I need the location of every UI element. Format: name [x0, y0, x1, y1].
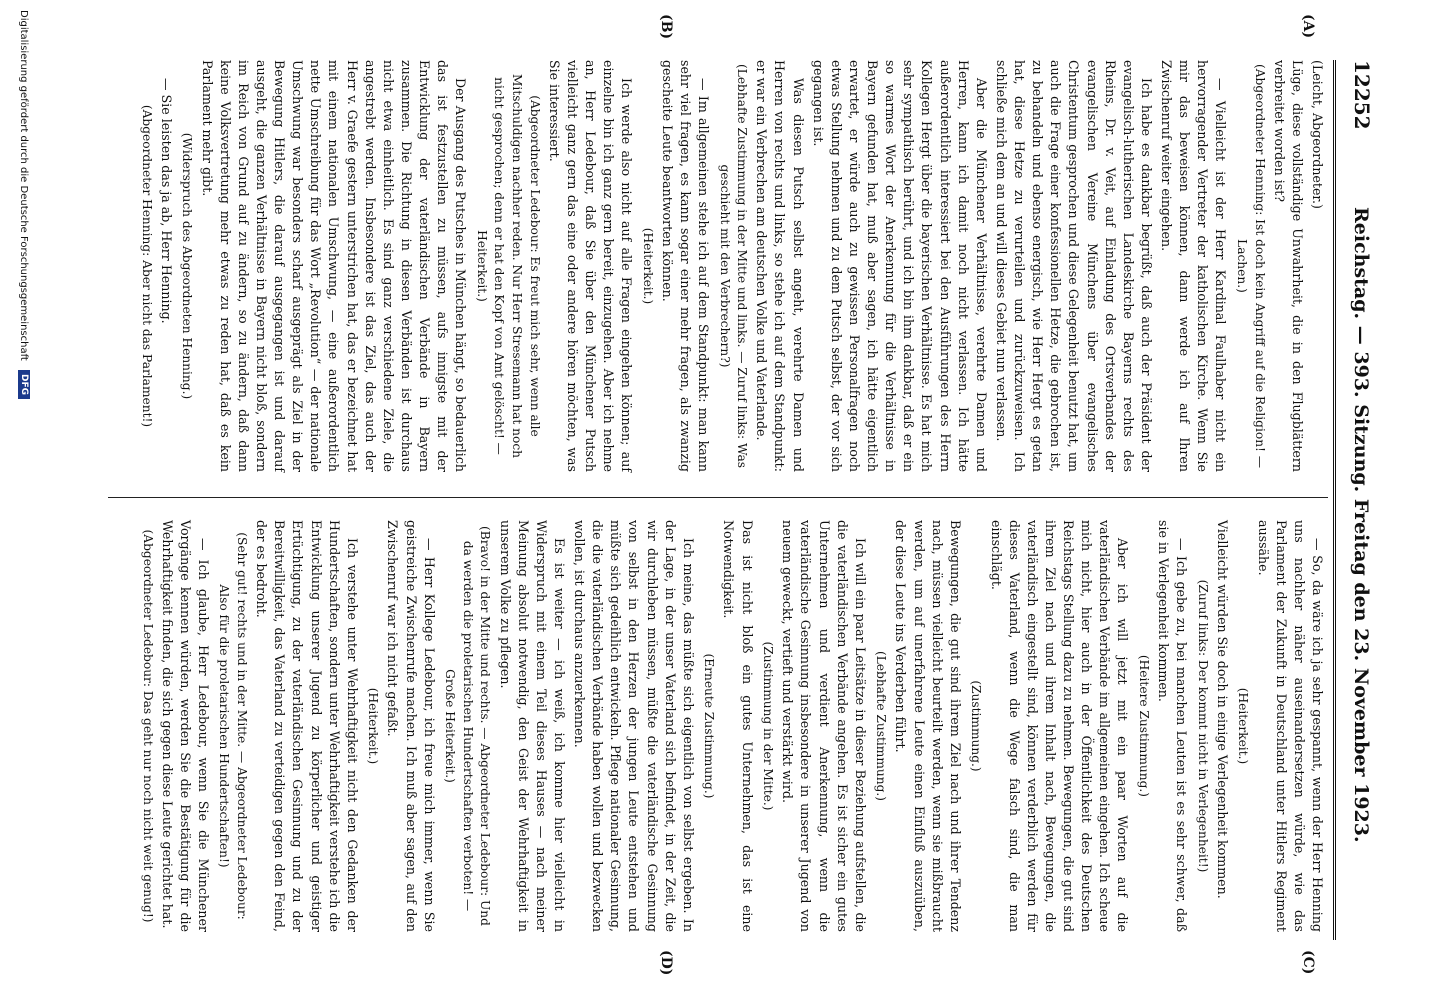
right-column-paragraph: — So, da wäre ich ja sehr gespannt, wenn der Herr Henning uns nachher näher auseinandersetzen würde, wie das Parlament der Zukunft in Deutschland unter Hitlers Regiment aussähe.	[1255, 520, 1325, 932]
right-column-interjection: (Sehr gut! rechts und in der Mitte. — Abgeordneter Ledebour: Also für die proletarischen Hundertschaften!)	[217, 532, 250, 920]
right-column-interjection: (Heiterkeit.)	[1236, 687, 1251, 765]
left-column-paragraph: — Im allgemeinen stehe ich auf dem Standpunkt: man kann sehr viel fragen, es kann sogar einer mehr fragen, als zwanzig gescheite Leute beantworten können.	[659, 60, 712, 472]
right-column-paragraph: Vielleicht würden Sie doch in einige Verlegenheit kommen.	[1214, 520, 1230, 899]
left-column-paragraph: — Sie leisten das ja ab, Herr Henning.	[158, 78, 174, 324]
column-divider	[108, 497, 1328, 498]
right-column-interjection: (Zustimmung in der Mitte.)	[761, 641, 776, 811]
left-column-interjection: (Abgeordneter Ledebour: Es freut mich sehr, wenn alle Mitschuldigen nachher reden. Nur Herr Stresemann hat noch nicht gesprochen; denn er hat den Kopf von Amt gelöscht! — Heiterkeit.)	[474, 73, 542, 459]
left-column-interjection: (Abgeordneter Henning: Ist doch kein Angriff auf die Religion! — Lachen.)	[1235, 63, 1267, 469]
left-column-interjection: (Heiterkeit.)	[640, 227, 655, 305]
right-column-interjection: (Erneute Zustimmung.)	[702, 653, 717, 799]
left-column-paragraph: (Leicht, Abgeordneter.)	[1310, 60, 1325, 209]
left-column-interjection: (Widerspruch des Abgeordneten Henning.)	[180, 132, 195, 400]
left-column-paragraph: — Vielleicht ist der Herr Kardinal Faulhaber nicht ein hervorragender Vertreter der katholischen Kirche. Wenn Sie mir das beweisen können, dann werde ich auf Ihren Zwischenruf weiter eingehen.	[1159, 60, 1229, 472]
margin-marker-c: (C)	[1300, 950, 1316, 975]
margin-marker-d: (D)	[658, 950, 674, 976]
left-column-paragraph: Der Ausgang des Putsches in München hängt, so bedauerlich das ist festzustellen zu müssen, aufs innigste mit der Entwicklung der vaterländischen Verbände in Bayern zusammen. Die Richtung in diesen Verbänden ist durchaus nicht etwa einheitlich. Es sind ganz verschiedene Ziele, die angestrebt werden. Insbesondere ist das Ziel, das auch der Herr v. Graefe gestern unterstrichen hat, das er bezeichnet hat mit einem nationalen Umschwung, — eine außerordentlich nette Umschreibung für das Wort „Revolution“ — der nationale Umschwung war besonders scharf ausgeprägt als Ziel in der Bewegung Hitlers, die darauf ausgegangen ist und darauf ausgeht, die ganzen Verhältnisse in Bayern nicht bloß, sondern im Reich von Grund auf zu ändern, so zu ändern, daß dann keine Volksvertretung mehr etwas zu reden hat, daß es kein Parlament mehr gibt.	[199, 60, 469, 472]
right-column-paragraph: Aber ich will jetzt mit ein paar Worten auf die vaterländischen Verbände im allgemeinen eingehen. Ich scheue mich nicht, hier auch in der Öffentlichkeit des Deutschen Reichstags Stellung dazu zu nehmen. Bewegungen, die gut sind ihrem Ziel nach und ihrem Inhalt nach, Bewegungen, die vaterländisch eingestellt sind, können verderblich werden für dieses Vaterland, wenn die Wege falsch sind, die man einschlägt.	[988, 520, 1131, 932]
margin-marker-a: (A)	[1300, 14, 1316, 39]
left-column-paragraph: Ich habe es dankbar begrüßt, daß auch der Präsident der evangelisch-lutherischen Landeskirche Bayerns rechts des Rheins, Dr. v. Veit, auf Einladung des Ortsverbandes der evangelischen Vereine Münchens über evangelisches Christentum gesprochen und diese Gelegenheit benutzt hat, um auch die Frage einer konfessionellen Hetze, die gebrochen ist, zu behandeln und ebenso energisch, wie Herr Hergt es getan hat, diese Hetze zu verurteilen und zurückzuweisen. Ich schließe mich dem an und will dieses Gebiet nun verlassen.	[994, 60, 1154, 472]
header-rule	[1333, 60, 1336, 940]
right-column-paragraph: Bewegungen, die gut sind ihrem Ziel nach und ihrer Tendenz nach, müssen vielleicht beurteilt werden, wenn sie mißbraucht werden, um auf unerfahrene Leute einen Einfluß auszuüben, der diese Leute ins Verderben führt.	[893, 520, 963, 932]
left-column-paragraph: Was diesen Putsch selbst angeht, verehrte Damen und Herren von rechts und links, so stehe ich auf dem Standpunkt: er war ein Verbrechen am deutschen Volke und Vaterlande.	[754, 60, 806, 472]
right-column-interjection: (Bravo! in der Mitte und rechts. — Abgeordneter Ledebour: Und da werden die proletarischen Hundertschaften verboten! — Große Heiterkeit.)	[443, 526, 493, 926]
right-column-interjection: (Abgeordneter Ledebour: Das geht nur noch nicht weit genug!)	[140, 529, 155, 923]
right-column-interjection: (Zuruf links: Der kommt nicht in Verlegenheit!)	[1195, 579, 1210, 873]
page-header	[1344, 60, 1374, 920]
dfg-logo-icon: DFG	[18, 370, 30, 399]
right-column-paragraph: — Ich gebe zu, bei manchen Leuten ist es sehr schwer, daß sie in Verlegenheit kommen.	[1156, 520, 1190, 932]
left-column-interjection: (Abgeordneter Henning: Aber nicht das Parlament!)	[139, 104, 154, 428]
right-column-paragraph: Ich meine, das müßte sich eigentlich von selbst ergeben. In der Lage, in der unser Vaterland sich befindet, in der Zeit, die wir durchleben müssen, müßte die vaterländische Gesinnung von selbst in den Herzen der jungen Leute entstehen und müßte sich gedeihlich entwickeln. Pflege nationaler Gesinnung, die die vaterländischen Verbände haben wollen und bezwecken wollen, ist durchaus anzuerkennen.	[572, 520, 696, 932]
right-column-paragraph: — Ich glaube, Herr Ledebour, wenn Sie die Münchener Vorgänge kennen würden, werden Sie die Bestätigung für die Wehrhaftigkeit finden, die sich gegen diese Leute gerichtet hat.	[159, 520, 211, 932]
right-column-interjection: (Heitere Zustimmung.)	[1137, 654, 1151, 798]
right-text-column	[135, 520, 1326, 932]
digitization-credit	[18, 0, 30, 1000]
credit-text: Digitalisierung gefördert durch die Deutsche Forschungsgemeinschaft	[18, 10, 29, 361]
right-column-paragraph: Es ist weiter — ich weiß, ich komme hier vielleicht in Widerspruch mit einem Teil dieses Hauses — nach meiner Meinung absolut notwendig, den Geist der Wehrhaftigkeit in unserem Volke zu pflegen.	[497, 520, 567, 932]
left-column-interjection: (Lebhafte Zustimmung in der Mitte und links. — Zuruf links: Was geschieht mit den Verbrechern?)	[717, 63, 750, 469]
right-column-paragraph: — Herr Kollege Ledebour, ich freue mich immer, wenn Sie geistreiche Zwischenrufe machen. Ich muß aber sagen, auf den Zwischenruf war ich nicht gefaßt.	[385, 520, 437, 932]
right-column-interjection: (Lebhafte Zustimmung.)	[874, 650, 889, 802]
left-text-column	[134, 60, 1326, 472]
left-column-paragraph: Aber die Münchener Verhältnisse, verehrte Damen und Herren, kann ich damit noch nicht verlassen. Ich hätte außerordentlich interessiert bei den Ausführungen des Herrn Kollegen Hergt über die bayerischen Verhältnisse. Es hat mich sehr sympathisch berührt, und ich bin ihm dankbar, daß er ein so warmes Wort der Anerkennung für die Verhältnisse in Bayern gefunden hat, muß aber sagen, ich hätte eigentlich erwartet, er würde auch zu gewissen Personalfragen noch etwas Stellung nehmen und zu dem Putsch selbst, der vor sich gegangen ist.	[810, 60, 989, 472]
page-number: 12252	[1350, 60, 1374, 130]
right-column-paragraph: Ich verstehe unter Wehrhaftigkeit nicht den Gedanken der Hundertschaften, sondern unter Wehrhaftigkeit verstehe ich die Entwicklung unserer Jugend zu körperlicher und geistiger Ertüchtigung, zu der vaterländischen Gesinnung und zu der Bereitwilligkeit, das Vaterland zu verteidigen gegen den Feind, der es bedroht.	[254, 520, 360, 932]
right-column-paragraph: Ich will ein paar Leitsätze in dieser Beziehung aufstellen, die die vaterländischen Verbände angehen. Es ist sicher ein gutes Unternehmen und verdient Anerkennung, wenn die vaterländische Gesinnung insbesondere in unserer Jugend von neuem geweckt, vertieft und verstärkt wird.	[780, 520, 868, 932]
right-column-paragraph: Das ist nicht bloß ein gutes Unternehmen, das ist eine Notwendigkeit.	[721, 520, 755, 932]
right-column-interjection: (Zustimmung.)	[969, 680, 984, 772]
page-title: Reichstag. — 393. Sitzung. Freitag den 23. November 1923.	[1350, 206, 1372, 843]
left-column-paragraph: Lüge, diese vollständige Unwahrheit, die in den Flugblättern verbreitet worden ist?	[1271, 60, 1305, 472]
margin-marker-b: (B)	[658, 14, 674, 40]
right-column-interjection: (Heiterkeit.)	[366, 687, 381, 765]
left-column-paragraph: Ich werde also nicht auf alle Fragen eingehen können; auf einzelne bin ich ganz gern bereit, einzugehen. Aber ich nehme an, Herr Ledebour, daß Sie über den Münchener Putsch vielleicht ganz gern das eine oder andere hören möchten, was Sie interessiert.	[546, 60, 635, 472]
